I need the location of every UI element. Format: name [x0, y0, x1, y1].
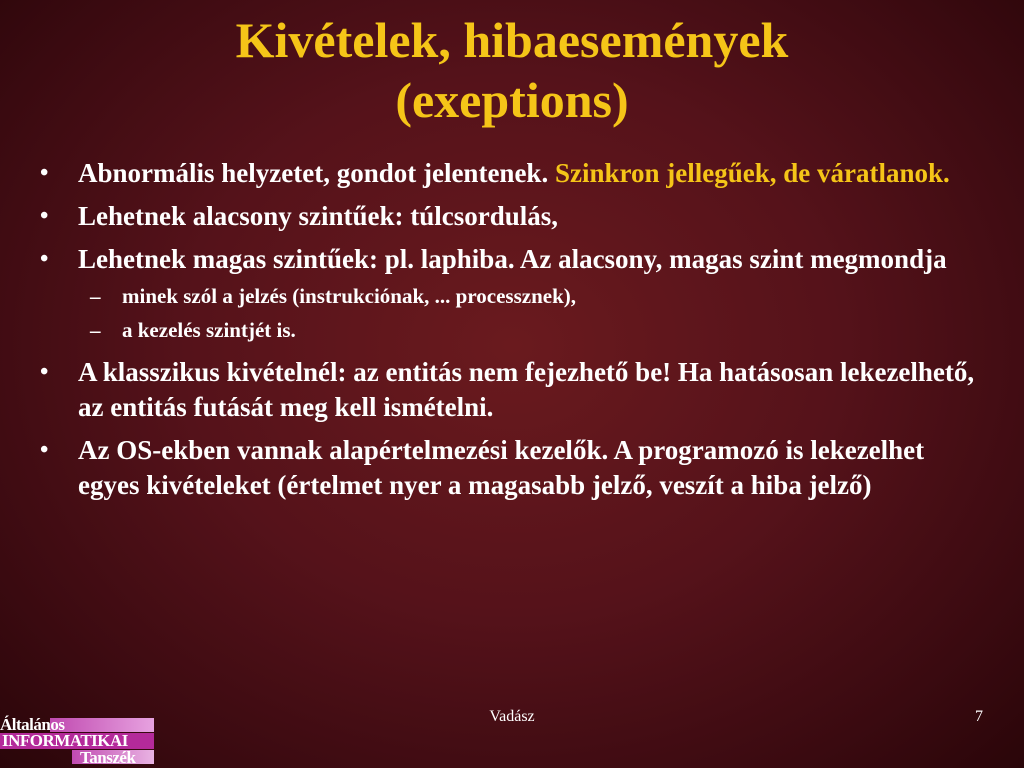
logo-stripe [50, 718, 154, 732]
sub-bullet-item [40, 281, 990, 311]
bullet-highlight-text: Szinkron jellegűek, de váratlanok. [554, 158, 950, 188]
sub-bullet-marker: – [90, 284, 101, 308]
bullet-text: A klasszikus kivételnél: az entitás nem fejezhető be! Ha hatásosan lekezelhető, az entitás futását meg kell ismételni. [78, 357, 975, 422]
bullet-item [40, 355, 990, 425]
footer-author: Vadász [489, 708, 535, 725]
logo-line2: INFORMATIKAI [2, 731, 128, 750]
bullet-marker: • [40, 160, 49, 186]
logo-line3: Tanszék [80, 748, 136, 767]
bullet-marker: • [40, 246, 49, 272]
bullet-text: Lehetnek alacsony szintűek: túlcsordulás, [78, 201, 559, 231]
sub-bullet-item [40, 315, 990, 345]
slide-title [0, 10, 1024, 130]
bullet-text: Az OS-ekben vannak alapértelmezési kezelők. A programozó is lekezelhet egyes kivételeket (értelmet nyer a magasabb jelző, veszít a hiba jelző) [78, 435, 925, 500]
department-logo [0, 716, 156, 766]
page-number: 7 [975, 708, 983, 725]
sub-bullet-text: a kezelés szintjét is. [122, 318, 296, 342]
bullet-marker: • [40, 437, 49, 463]
bullet-item [40, 199, 990, 234]
bullet-marker: • [40, 203, 49, 229]
sub-bullet-text: minek szól a jelzés (instrukciónak, ... processznek), [122, 284, 577, 308]
bullet-text: Abnormális helyzetet, gondot jelentenek. [78, 158, 555, 188]
logo-line1: Általános [0, 715, 65, 734]
bullet-text: Lehetnek magas szintűek: pl. laphiba. Az alacsony, magas szint megmondja [78, 244, 947, 274]
slide-body [40, 156, 990, 511]
bullet-item [40, 433, 990, 503]
sub-bullet-marker: – [90, 318, 101, 342]
bullet-marker: • [40, 359, 49, 385]
slide-title-line2: (exeptions) [395, 72, 629, 128]
bullet-item [40, 156, 990, 191]
bullet-item [40, 242, 990, 277]
slide-title-line1: Kivételek, hibaesemények [235, 12, 789, 68]
